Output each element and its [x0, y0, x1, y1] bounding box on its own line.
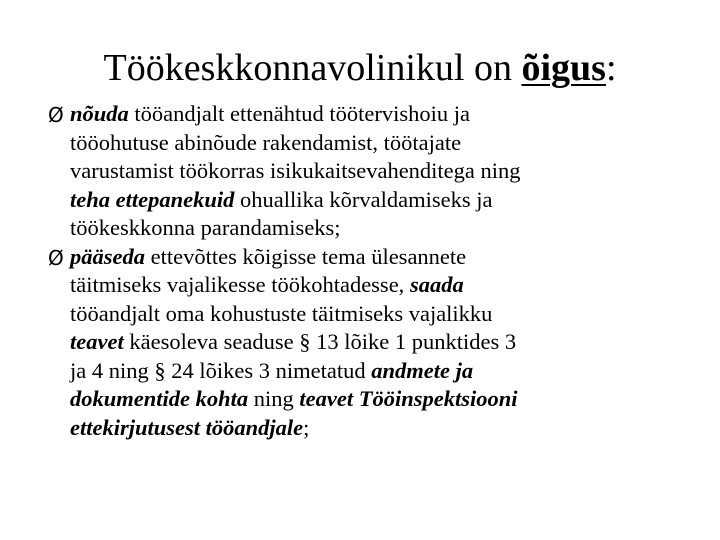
body-text: tööohutuse abinõude rakendamist, töötajate — [70, 129, 462, 155]
body-text: ohuallika kõrvaldamiseks ja — [234, 186, 493, 212]
bullet-line — [70, 328, 688, 357]
arrow-bullet-icon: Ø — [48, 245, 64, 270]
body-text: ning — [248, 386, 300, 411]
bullet-line — [70, 271, 688, 300]
bullet-item — [48, 243, 688, 443]
body-text: ettevõttes kõigisse tema ülesannete — [145, 243, 467, 269]
bullet-item — [48, 100, 688, 243]
emphasis-text: teha ettepanekuid — [70, 186, 235, 212]
emphasis-text: teavet — [70, 329, 124, 354]
body-text: tööandjalt oma kohustuste täitmiseks vajalikku — [70, 300, 493, 326]
bullet-list — [48, 100, 688, 442]
slide-title — [0, 40, 720, 96]
emphasis-text: ettekirjutusest tööandjale — [70, 414, 304, 440]
body-text: käesoleva seaduse § 13 lõike 1 punktides 3 — [123, 329, 517, 354]
title-colon: : — [605, 47, 617, 89]
title-emphasis: õigus — [521, 47, 606, 89]
bullet-line — [70, 414, 688, 443]
bullet-line — [70, 385, 688, 414]
body-text: ja 4 ning § 24 lõikes 3 nimetatud — [70, 357, 372, 383]
bullet-line — [70, 357, 688, 386]
bullet-line — [70, 100, 688, 129]
emphasis-text: pääseda — [70, 243, 145, 269]
body-text: ; — [303, 414, 310, 440]
bullet-line — [70, 157, 688, 186]
bullet-line — [70, 186, 688, 215]
arrow-bullet-icon: Ø — [48, 103, 64, 127]
bullet-line — [70, 243, 688, 272]
emphasis-text: dokumentide kohta — [70, 386, 249, 411]
title-text: Töökeskkonnavolinikul on — [103, 47, 522, 89]
bullet-line — [70, 129, 688, 158]
emphasis-text: nõuda — [70, 101, 129, 126]
body-text: tööandjalt ettenähtud töötervishoiu ja — [128, 101, 470, 126]
body-text: täitmiseks vajalikesse töökohtadesse, — [70, 272, 410, 297]
body-text: töökeskkonna parandamiseks; — [70, 215, 341, 240]
emphasis-text: saada — [409, 272, 464, 297]
emphasis-text: teavet Tööinspektsiooni — [299, 386, 518, 411]
emphasis-text: andmete ja — [371, 357, 474, 383]
bullet-line — [70, 300, 688, 329]
body-text: varustamist töökorras isikukaitsevahenditega ning — [70, 158, 521, 183]
bullet-line — [70, 214, 688, 243]
